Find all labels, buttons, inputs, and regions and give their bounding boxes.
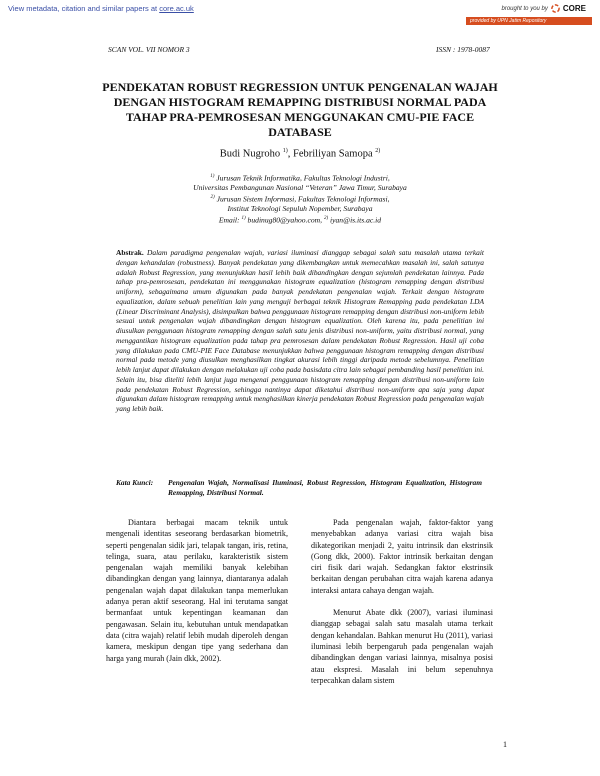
- abstract: [116, 248, 484, 414]
- author-1: Budi Nugroho: [219, 148, 281, 160]
- paragraph: Menurut Abate dkk (2007), variasi iluminasi dianggap sebagai salah satu masalah utama terkait dengan kehandalan. Bahkan menurut Hu (2011), variasi iluminasi lebih berpengaruh pada pengenalan wajah dibandingkan dengan variasi lainnya, misalnya posisi atau ekspresi. Masalah ini belum sepenuhnya terpecahkan dalam sistem: [311, 608, 493, 685]
- page-number: 1: [503, 740, 507, 749]
- abstract-label: Abstrak.: [116, 248, 144, 257]
- core-provided-by[interactable]: provided by UPN Jatim Repository: [466, 17, 592, 25]
- core-site-link[interactable]: core.ac.uk: [159, 4, 194, 13]
- core-banner: [0, 0, 600, 28]
- affiliations: [100, 172, 500, 225]
- affiliation-1: $^{1)}$ Jurusan Teknik Informatika, Fakultas Teknologi Industri,: [210, 173, 390, 183]
- journal-header: SCAN VOL. VII NOMOR 3: [108, 45, 190, 54]
- body-column-left: [106, 517, 288, 675]
- paragraph: Pada pengenalan wajah, faktor-faktor yang menyebabkan adanya variasi citra wajah bisa dikategorikan menjadi 2, yaitu intrinsik dan ekstrinsik (Gong dkk, 2000). Faktor intrinsik berkaitan dengan ciri fisik dari wajah. Sedangkan faktor ekstrinsik berkaitan dengan perubahan citra wajah karena adanya interaksi antara cahaya dengan wajah.: [311, 518, 493, 595]
- emails: Email: $^{1)}$ budinug80@yahoo.com, $^{2)}$ iyan@is.its.ac.id: [218, 215, 382, 225]
- keywords-label: Kata Kunci:: [116, 478, 154, 487]
- paragraph: Diantara berbagai macam teknik untuk mengenali identitas seseorang berdasarkan biometrik, seperti pengenalan sidik jari, telapak tangan, iris, retina, telinga, suara, atau perilaku, karakteristik sistem pengenalan wajah memiliki banyak kelebihan dibandingkan dengan yang lainnya, diantaranya adalah pengenalan wajah dapat dilakukan tanpa memerlukan adanya peran aktif seseorang. Hal ini terutama sangat bermanfaat untuk kepentingan keamanan dan pengawasan. Selain itu, kebutuhan untuk mendapatkan data (citra wajah) relatif lebih mudah diperoleh dengan kamera, meskipun dengan tipe yang sederhana dan harga yang murah (Jain dkk, 2002).: [106, 518, 288, 663]
- author-2: Febriliyan Samopa: [293, 148, 373, 160]
- authors: Budi Nugroho $^{1)}$, Febriliyan Samopa $^{2)}$: [219, 148, 381, 160]
- paper-title: PENDEKATAN ROBUST REGRESSION UNTUK PENGENALAN WAJAH DENGAN HISTOGRAM REMAPPING DISTRIBUSI NORMAL PADA TAHAP PRA-PEMROSESAN MENGGUNAKAN CMU-PIE FACE DATABASE: [102, 80, 498, 139]
- abstract-text: Dalam paradigma pengenalan wajah, variasi iluminasi dianggap sebagai salah satu masalah utama terkait dengan kehandalan (robustness). Banyak pendekatan yang dikembangkan untuk memecahkan masalah ini, salah satunya adalah Robust Regression, yang menunjukkan hasil lebih baik dibandingkan dengan sejumlah pendekatan lainnya. Pada tahap pra-pemrosesan, pendekatan ini menggunakan histogram equalization (histogram remapping dengan distribusi uniform), sebagaimana umum digunakan pada banyak pendekatan pengenalan wajah. Terkait dengan histogram equalization, dalam sebuah penelitian lain yang menguji berbagai teknik Histogram Remapping pada pendekatan LDA (Linear Discriminant Analysis), disimpulkan bahwa penggunaan histogram remapping dengan distribusi non-uniform lebih sesuai untuk pengenalan wajah dibandingkan dengan histogram equalization. Oleh karena itu, pada penelitian ini diusulkan penggunaan histogram remapping dengan salah satu jenis distribusi non-uniform, yaitu distribusi normal, yang menggantikan histogram equalization pada tahap pra pemrosesan dalam pendekatan Robust Regression. Hasil uji coba yang dilakukan pada CMU-PIE Face Database menunjukkan bahwa penggunaan histogram remapping dengan distribusi normal pada metode yang diusulkan menghasilkan tingkat akurasi lebih tinggi daripada metode sebelumnya. Penelitian lebih lanjut dapat dilakukan dengan melakukan uji coba pada basisdata citra lain sebagai pembanding hasil penelitian ini. Selain itu, bisa diteliti lebih lanjut juga mengenai penggunaan histogram remapping dengan distribusi non-uniform lain pada pendekatan Robust Regression, sehingga nantinya dapat diketahui distribusi non-uniform apa saja yang dapat digunakan dalam histogram remapping untuk menghasilkan kinerja pendekatan Robust Regression pada pengenalan wajah yang lebih baik.: [116, 248, 484, 413]
- core-logo: CORE: [562, 4, 586, 13]
- core-metadata-link[interactable]: View metadata, citation and similar papers at core.ac.uk: [8, 4, 194, 13]
- core-logo-icon: [551, 4, 560, 13]
- core-brought-by[interactable]: brought to you by CORE: [501, 4, 586, 13]
- body-column-right: [311, 517, 493, 697]
- keywords-text: Pengenalan Wajah, Normalisasi Iluminasi, Robust Regression, Histogram Equalization, Histogram Remapping, Distribusi Normal.: [168, 478, 482, 497]
- affiliation-1-institution: Universitas Pembangunan Nasional “Veteran” Jawa Timur, Surabaya: [193, 183, 407, 193]
- keywords: [116, 478, 484, 498]
- issn-header: ISSN : 1978-0087: [436, 45, 490, 54]
- affiliation-2-institution: Institut Teknologi Sepuluh Nopember, Surabaya: [227, 204, 373, 214]
- affiliation-2: $^{2)}$ Jurusan Sistem Informasi, Fakultas Teknologi Informasi,: [210, 194, 390, 204]
